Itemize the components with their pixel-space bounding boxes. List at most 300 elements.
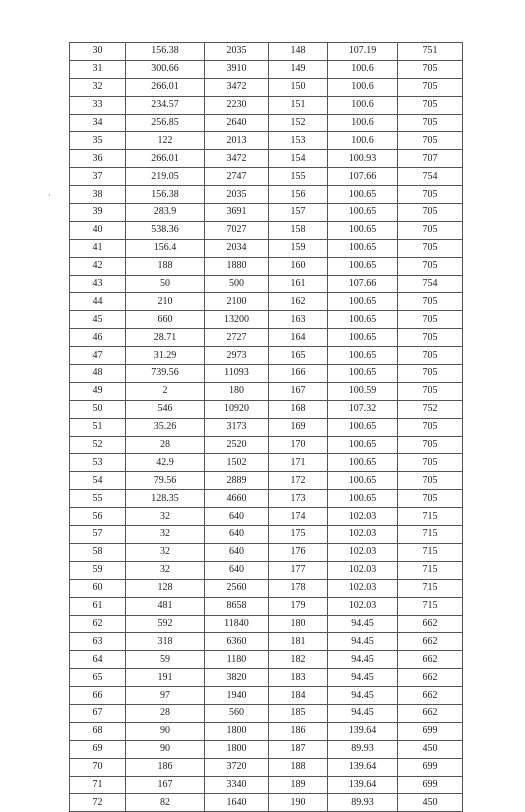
index-right-cell: 148 [269,43,328,61]
value-a-cell: 156.4 [126,239,205,257]
value-c-cell: 100.65 [328,221,398,239]
table-row [70,561,463,579]
table-row [70,597,463,615]
index-right-cell: 168 [269,400,328,418]
value-c-cell: 100.65 [328,490,398,508]
value-b-cell: 3691 [205,204,269,222]
index-right-cell: 176 [269,543,328,561]
value-d-cell: 705 [398,472,463,490]
value-d-cell: 754 [398,275,463,293]
value-b-cell: 2640 [205,114,269,132]
value-d-cell: 705 [398,96,463,114]
value-c-cell: 100.6 [328,96,398,114]
value-b-cell: 2230 [205,96,269,114]
index-left-cell: 60 [70,579,126,597]
value-d-cell: 699 [398,776,463,794]
table-row [70,687,463,705]
index-left-cell: 48 [70,365,126,383]
data-table [69,42,463,812]
value-c-cell: 100.65 [328,365,398,383]
index-right-cell: 156 [269,186,328,204]
index-left-cell: 69 [70,740,126,758]
value-a-cell: 210 [126,293,205,311]
value-a-cell: 188 [126,257,205,275]
value-b-cell: 11840 [205,615,269,633]
index-right-cell: 189 [269,776,328,794]
index-right-cell: 178 [269,579,328,597]
index-right-cell: 185 [269,704,328,722]
value-a-cell: 739.56 [126,365,205,383]
index-right-cell: 190 [269,794,328,812]
value-b-cell: 2560 [205,579,269,597]
index-left-cell: 36 [70,150,126,168]
value-d-cell: 705 [398,204,463,222]
index-right-cell: 181 [269,633,328,651]
value-a-cell: 283.9 [126,204,205,222]
value-d-cell: 715 [398,597,463,615]
index-right-cell: 173 [269,490,328,508]
value-b-cell: 1180 [205,651,269,669]
value-b-cell: 3720 [205,758,269,776]
value-a-cell: 90 [126,722,205,740]
index-left-cell: 63 [70,633,126,651]
value-c-cell: 94.45 [328,633,398,651]
value-a-cell: 156.38 [126,186,205,204]
value-b-cell: 6360 [205,633,269,651]
value-d-cell: 705 [398,132,463,150]
value-d-cell: 662 [398,687,463,705]
table-row [70,186,463,204]
value-c-cell: 100.93 [328,150,398,168]
index-left-cell: 47 [70,347,126,365]
value-a-cell: 660 [126,311,205,329]
value-c-cell: 100.65 [328,454,398,472]
value-c-cell: 94.45 [328,687,398,705]
value-c-cell: 139.64 [328,758,398,776]
table-row [70,669,463,687]
value-b-cell: 1800 [205,740,269,758]
index-left-cell: 46 [70,329,126,347]
value-b-cell: 2035 [205,43,269,61]
value-c-cell: 94.45 [328,669,398,687]
value-a-cell: 59 [126,651,205,669]
value-d-cell: 705 [398,365,463,383]
index-left-cell: 40 [70,221,126,239]
value-c-cell: 100.65 [328,311,398,329]
table-row [70,96,463,114]
table-row [70,490,463,508]
value-c-cell: 102.03 [328,597,398,615]
index-right-cell: 184 [269,687,328,705]
value-a-cell: 122 [126,132,205,150]
value-c-cell: 100.65 [328,418,398,436]
index-right-cell: 170 [269,436,328,454]
value-b-cell: 2747 [205,168,269,186]
index-left-cell: 44 [70,293,126,311]
index-right-cell: 175 [269,526,328,544]
value-a-cell: 32 [126,561,205,579]
index-right-cell: 163 [269,311,328,329]
index-left-cell: 31 [70,60,126,78]
table-row [70,204,463,222]
table-row [70,704,463,722]
value-d-cell: 705 [398,454,463,472]
value-c-cell: 107.66 [328,168,398,186]
value-a-cell: 31.29 [126,347,205,365]
value-c-cell: 100.65 [328,472,398,490]
index-left-cell: 64 [70,651,126,669]
index-right-cell: 180 [269,615,328,633]
value-b-cell: 1502 [205,454,269,472]
index-left-cell: 53 [70,454,126,472]
value-b-cell: 2520 [205,436,269,454]
value-d-cell: 662 [398,615,463,633]
value-b-cell: 560 [205,704,269,722]
index-left-cell: 54 [70,472,126,490]
value-d-cell: 699 [398,722,463,740]
table-row [70,776,463,794]
value-a-cell: 191 [126,669,205,687]
value-a-cell: 42.9 [126,454,205,472]
table-row [70,132,463,150]
value-c-cell: 102.03 [328,579,398,597]
index-left-cell: 56 [70,508,126,526]
value-d-cell: 705 [398,347,463,365]
value-d-cell: 705 [398,436,463,454]
index-right-cell: 188 [269,758,328,776]
index-left-cell: 50 [70,400,126,418]
value-d-cell: 705 [398,382,463,400]
table-row [70,418,463,436]
value-d-cell: 705 [398,186,463,204]
table-row [70,758,463,776]
value-a-cell: 256.85 [126,114,205,132]
table-row [70,239,463,257]
index-left-cell: 59 [70,561,126,579]
index-left-cell: 35 [70,132,126,150]
value-d-cell: 715 [398,526,463,544]
index-right-cell: 158 [269,221,328,239]
value-b-cell: 2889 [205,472,269,490]
table-row [70,436,463,454]
index-right-cell: 172 [269,472,328,490]
index-left-cell: 62 [70,615,126,633]
index-left-cell: 43 [70,275,126,293]
value-c-cell: 100.6 [328,132,398,150]
index-right-cell: 152 [269,114,328,132]
value-c-cell: 139.64 [328,776,398,794]
index-right-cell: 155 [269,168,328,186]
value-c-cell: 102.03 [328,526,398,544]
index-left-cell: 70 [70,758,126,776]
value-c-cell: 100.65 [328,347,398,365]
index-right-cell: 167 [269,382,328,400]
value-c-cell: 107.66 [328,275,398,293]
value-b-cell: 11093 [205,365,269,383]
value-c-cell: 89.93 [328,794,398,812]
value-d-cell: 752 [398,400,463,418]
value-d-cell: 705 [398,239,463,257]
value-a-cell: 2 [126,382,205,400]
value-b-cell: 7027 [205,221,269,239]
index-left-cell: 65 [70,669,126,687]
value-b-cell: 13200 [205,311,269,329]
value-a-cell: 156.38 [126,43,205,61]
value-d-cell: 705 [398,293,463,311]
value-d-cell: 662 [398,633,463,651]
table-row [70,221,463,239]
value-c-cell: 100.6 [328,114,398,132]
table-row [70,508,463,526]
value-c-cell: 100.65 [328,436,398,454]
index-right-cell: 166 [269,365,328,383]
value-d-cell: 450 [398,794,463,812]
value-b-cell: 500 [205,275,269,293]
value-a-cell: 219.05 [126,168,205,186]
value-b-cell: 3173 [205,418,269,436]
value-a-cell: 128.35 [126,490,205,508]
index-left-cell: 41 [70,239,126,257]
value-a-cell: 35.26 [126,418,205,436]
index-right-cell: 159 [269,239,328,257]
value-b-cell: 10920 [205,400,269,418]
index-left-cell: 67 [70,704,126,722]
value-b-cell: 1640 [205,794,269,812]
index-right-cell: 177 [269,561,328,579]
index-left-cell: 61 [70,597,126,615]
table-row [70,150,463,168]
table-row [70,275,463,293]
index-left-cell: 45 [70,311,126,329]
value-b-cell: 4660 [205,490,269,508]
index-left-cell: 68 [70,722,126,740]
value-a-cell: 318 [126,633,205,651]
value-a-cell: 79.56 [126,472,205,490]
value-c-cell: 107.19 [328,43,398,61]
index-left-cell: 52 [70,436,126,454]
value-c-cell: 100.65 [328,186,398,204]
table-body [70,43,463,812]
value-a-cell: 186 [126,758,205,776]
table-row [70,794,463,812]
value-c-cell: 100.65 [328,257,398,275]
value-b-cell: 3820 [205,669,269,687]
value-b-cell: 2100 [205,293,269,311]
index-left-cell: 33 [70,96,126,114]
index-right-cell: 153 [269,132,328,150]
value-b-cell: 3910 [205,60,269,78]
index-left-cell: 34 [70,114,126,132]
index-right-cell: 151 [269,96,328,114]
index-right-cell: 179 [269,597,328,615]
value-d-cell: 715 [398,561,463,579]
value-c-cell: 100.6 [328,60,398,78]
table-row [70,615,463,633]
table-row [70,329,463,347]
value-b-cell: 1800 [205,722,269,740]
value-b-cell: 1940 [205,687,269,705]
index-left-cell: 42 [70,257,126,275]
index-right-cell: 165 [269,347,328,365]
table-row [70,472,463,490]
value-d-cell: 705 [398,418,463,436]
value-d-cell: 705 [398,490,463,508]
index-right-cell: 160 [269,257,328,275]
value-c-cell: 94.45 [328,704,398,722]
value-b-cell: 3472 [205,150,269,168]
value-a-cell: 32 [126,526,205,544]
table-row [70,43,463,61]
value-a-cell: 90 [126,740,205,758]
index-right-cell: 154 [269,150,328,168]
index-left-cell: 58 [70,543,126,561]
table-row [70,293,463,311]
index-right-cell: 161 [269,275,328,293]
value-b-cell: 640 [205,508,269,526]
value-c-cell: 102.03 [328,543,398,561]
index-right-cell: 186 [269,722,328,740]
value-a-cell: 546 [126,400,205,418]
value-d-cell: 715 [398,579,463,597]
value-a-cell: 28.71 [126,329,205,347]
value-d-cell: 754 [398,168,463,186]
value-b-cell: 2013 [205,132,269,150]
table-row [70,526,463,544]
value-c-cell: 107.32 [328,400,398,418]
table-row [70,257,463,275]
value-a-cell: 32 [126,543,205,561]
margin-mark: · [48,191,51,200]
index-right-cell: 157 [269,204,328,222]
index-left-cell: 55 [70,490,126,508]
value-a-cell: 28 [126,436,205,454]
index-left-cell: 30 [70,43,126,61]
index-right-cell: 150 [269,78,328,96]
table-row [70,347,463,365]
table-row [70,740,463,758]
value-a-cell: 538.36 [126,221,205,239]
table-row [70,311,463,329]
value-a-cell: 592 [126,615,205,633]
value-c-cell: 100.59 [328,382,398,400]
value-b-cell: 2034 [205,239,269,257]
value-d-cell: 715 [398,543,463,561]
value-d-cell: 751 [398,43,463,61]
index-right-cell: 169 [269,418,328,436]
value-a-cell: 300.66 [126,60,205,78]
value-c-cell: 100.65 [328,239,398,257]
value-b-cell: 640 [205,561,269,579]
value-b-cell: 3472 [205,78,269,96]
value-d-cell: 705 [398,60,463,78]
index-right-cell: 162 [269,293,328,311]
value-a-cell: 97 [126,687,205,705]
value-c-cell: 89.93 [328,740,398,758]
value-c-cell: 139.64 [328,722,398,740]
value-a-cell: 50 [126,275,205,293]
index-left-cell: 32 [70,78,126,96]
value-b-cell: 640 [205,526,269,544]
index-right-cell: 182 [269,651,328,669]
table-row [70,168,463,186]
index-left-cell: 39 [70,204,126,222]
value-a-cell: 167 [126,776,205,794]
value-c-cell: 100.65 [328,204,398,222]
value-a-cell: 266.01 [126,150,205,168]
table-row [70,400,463,418]
value-a-cell: 266.01 [126,78,205,96]
table-row [70,382,463,400]
table-row [70,365,463,383]
value-d-cell: 705 [398,311,463,329]
value-c-cell: 100.6 [328,78,398,96]
value-d-cell: 662 [398,704,463,722]
value-a-cell: 82 [126,794,205,812]
table-row [70,454,463,472]
index-left-cell: 57 [70,526,126,544]
value-d-cell: 715 [398,508,463,526]
index-left-cell: 49 [70,382,126,400]
index-right-cell: 171 [269,454,328,472]
value-d-cell: 662 [398,651,463,669]
value-c-cell: 102.03 [328,561,398,579]
value-b-cell: 2035 [205,186,269,204]
table-row [70,78,463,96]
value-b-cell: 180 [205,382,269,400]
index-right-cell: 174 [269,508,328,526]
value-c-cell: 94.45 [328,651,398,669]
table-row [70,579,463,597]
value-a-cell: 32 [126,508,205,526]
value-d-cell: 699 [398,758,463,776]
value-a-cell: 28 [126,704,205,722]
value-d-cell: 450 [398,740,463,758]
table-row [70,543,463,561]
value-d-cell: 705 [398,78,463,96]
value-d-cell: 705 [398,257,463,275]
index-left-cell: 37 [70,168,126,186]
index-left-cell: 71 [70,776,126,794]
value-b-cell: 640 [205,543,269,561]
value-b-cell: 8658 [205,597,269,615]
index-right-cell: 149 [269,60,328,78]
value-d-cell: 705 [398,114,463,132]
value-a-cell: 128 [126,579,205,597]
table-row [70,114,463,132]
index-left-cell: 66 [70,687,126,705]
table-row [70,651,463,669]
table-row [70,633,463,651]
value-a-cell: 234.57 [126,96,205,114]
index-right-cell: 164 [269,329,328,347]
table-row [70,722,463,740]
value-a-cell: 481 [126,597,205,615]
index-right-cell: 187 [269,740,328,758]
index-left-cell: 51 [70,418,126,436]
index-left-cell: 72 [70,794,126,812]
value-d-cell: 707 [398,150,463,168]
index-left-cell: 38 [70,186,126,204]
value-d-cell: 705 [398,221,463,239]
value-d-cell: 705 [398,329,463,347]
value-b-cell: 3340 [205,776,269,794]
value-d-cell: 662 [398,669,463,687]
value-b-cell: 2727 [205,329,269,347]
index-right-cell: 183 [269,669,328,687]
value-c-cell: 100.65 [328,329,398,347]
table-row [70,60,463,78]
value-b-cell: 2973 [205,347,269,365]
